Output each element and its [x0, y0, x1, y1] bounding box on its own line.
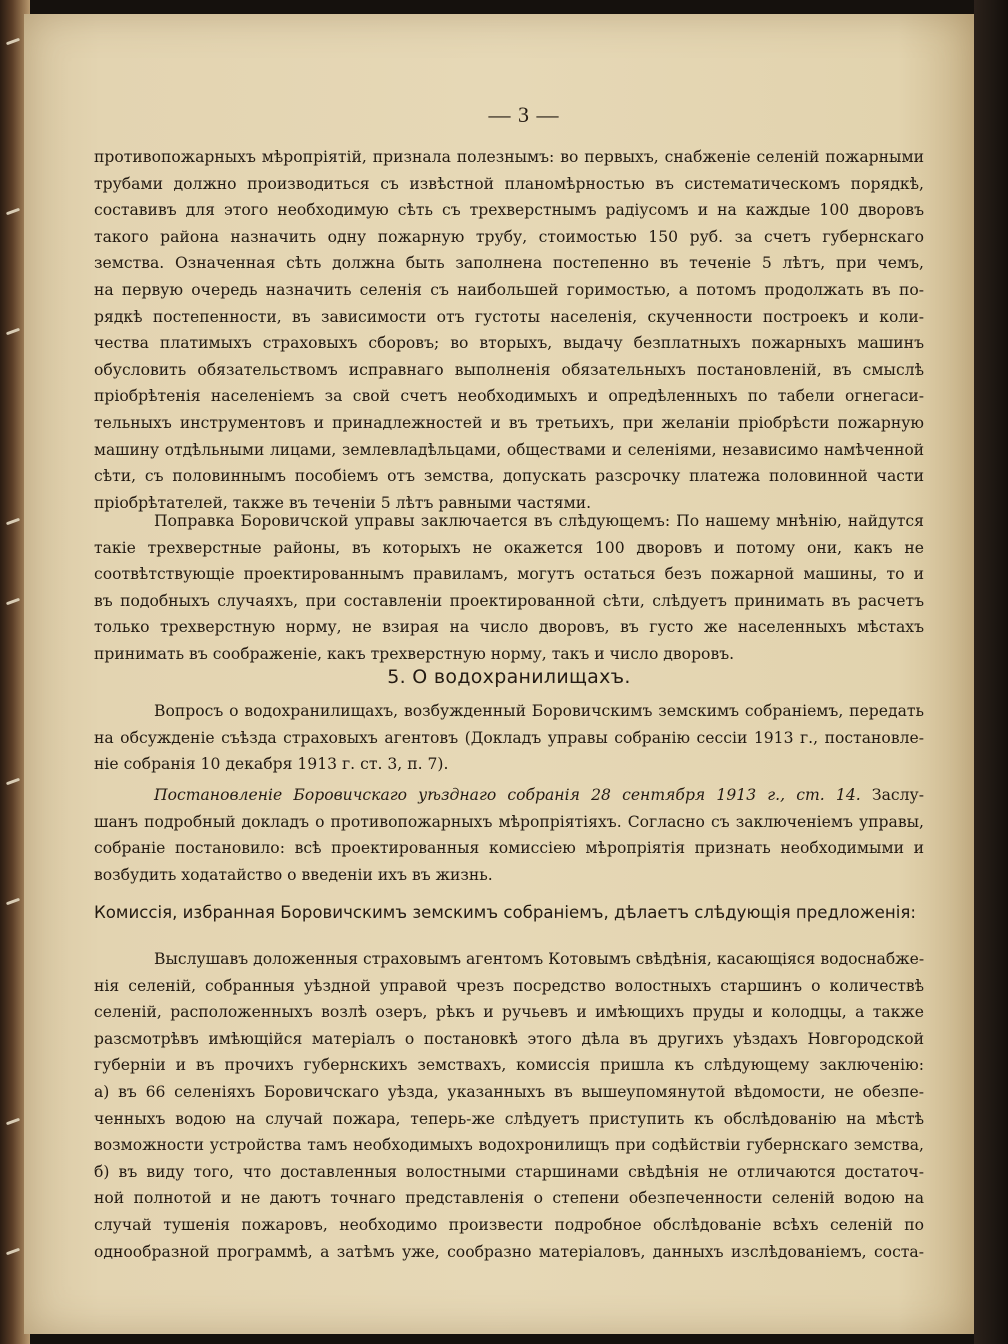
text-line: [94, 782, 924, 809]
text-line: Выслушавъ доложенныя страховымъ агентомъ Котовымъ свѣдѣнія, касающіяся водоснабже-: [154, 950, 925, 968]
text-line: трубами должно производиться съ извѣстной планомѣрностью въ систематическомъ порядкѣ,: [94, 174, 924, 193]
text-line: составивъ для этого необходимую сѣть съ трехверстнымъ радіусомъ и на каждые 100 дворовъ: [94, 201, 924, 220]
binding-stitch: [6, 778, 20, 786]
text-line: на обсужденіе съѣзда страховыхъ агентовъ (Докладъ управы собранію сессіи 1913 г., постановле-: [94, 728, 924, 747]
paragraph-fire-measures: [94, 144, 924, 516]
page-edge-shadow: [974, 0, 1008, 1344]
text-line: селеній, расположенныхъ возлѣ озеръ, рѣкъ и ручьевъ и имѣющихъ пруды и колодцы, а также: [94, 1003, 924, 1022]
text-line: случай тушенія пожаровъ, необходимо произвести подробное обслѣдованіе всѣхъ селеній по: [94, 1215, 924, 1234]
paragraph-commission-proposals: [94, 900, 924, 927]
text-line: ной полнотой и не даютъ точнаго представленія о степени обезпеченности селеній водою на: [94, 1189, 924, 1208]
paragraph-borovichi-amendment: [94, 508, 924, 668]
binding-stitch: [6, 208, 20, 216]
text-line: возможности устройства тамъ необходимыхъ водохронилищъ при содѣйствіи губернскаго земства,: [94, 1136, 924, 1155]
text-line: а) въ 66 селеніяхъ Боровичскаго уѣзда, указанныхъ въ вышеупомянутой вѣдомости, не обезпе-: [94, 1082, 924, 1101]
text-line: ченныхъ водою на случай пожара, теперь-же слѣдуетъ приступить къ обслѣдованію на мѣстѣ: [94, 1109, 924, 1128]
text-line: принимать въ соображеніе, какъ трехверстную норму, такъ и число дворовъ.: [94, 644, 735, 663]
paragraph-commission-conclusion: [94, 946, 924, 1265]
binding-stitch: [6, 328, 20, 336]
text-line: обусловить обязательствомъ исправнаго выполненія обязательныхъ постановленій, въ смыслѣ: [94, 360, 924, 379]
text-line: чества платимыхъ страховыхъ сборовъ; во вторыхъ, выдачу безплатныхъ пожарныхъ машинъ: [94, 334, 924, 353]
resolution-title: Постановленіе Боровичскаго уѣзднаго собранія 28 сентября 1913 г., ст. 14.: [154, 786, 861, 804]
text-line: рядкѣ постепенности, въ зависимости отъ густоты населенія, скученности построекъ и коли-: [94, 307, 924, 326]
text-line: сѣти, съ половиннымъ пособіемъ отъ земства, допускать разсрочку платежа половинной части: [94, 467, 924, 486]
binding-stitch: [6, 598, 20, 606]
text-line: на первую очередь назначить селенія съ наибольшей горимостью, а потомъ продолжать въ по-: [94, 280, 924, 299]
text-line: такіе трехверстные районы, въ которыхъ не окажется 100 дворовъ и потому они, какъ не: [94, 538, 924, 557]
text-line: пріобрѣтателей, также въ теченіи 5 лѣтъ равными частями.: [94, 493, 592, 512]
text-line: противопожарныхъ мѣропріятій, признала полезнымъ: во первыхъ, снабженіе селеній пожарными: [94, 148, 924, 166]
binding-stitch: [6, 1248, 20, 1256]
binding-stitch: [6, 518, 20, 526]
binding-stitch: [6, 898, 20, 906]
page-number: — 3 —: [488, 102, 560, 127]
text-line: губерніи и въ прочихъ губернскихъ земствахъ, комиссія пришла къ слѣдующему заключенію:: [94, 1056, 924, 1075]
binding-stitch: [6, 38, 20, 46]
text-line: шанъ подробный докладъ о противопожарныхъ мѣропріятіяхъ. Согласно съ заключеніемъ управы,: [94, 812, 924, 831]
text-line: ніе собранія 10 декабря 1913 г. ст. 3, п. 7).: [94, 755, 449, 774]
text-line: возбудить ходатайство о введеніи ихъ въ жизнь.: [94, 865, 493, 884]
text-line: однообразной программѣ, а затѣмъ уже, сообразно матеріаловъ, данныхъ изслѣдованіемъ, соста-: [94, 1242, 924, 1261]
text-line: Вопросъ о водохранилищахъ, возбужденный Боровичскимъ земскимъ собраніемъ, передать: [154, 702, 924, 720]
text-line: разсмотрѣвъ имѣющійся матеріалъ о постановкѣ этого дѣла въ другихъ уѣздахъ Новгородской: [94, 1029, 924, 1048]
text-line: такого района назначить одну пожарную трубу, стоимостью 150 руб. за счетъ губернскаго: [94, 227, 924, 246]
text-line: земства. Означенная сѣть должна быть заполнена постепенно въ теченіе 5 лѣтъ, при чемъ,: [94, 254, 924, 273]
text-line: собраніе постановило: всѣ проектированныя комиссіею мѣропріятія признать необходимыми и: [94, 839, 924, 858]
paragraph-reservoir-question: [94, 698, 924, 778]
text-line: нія селеній, собранныя уѣздной управой чрезъ посредство волостныхъ старшинъ о количествѣ: [94, 976, 924, 995]
paragraph-resolution: [94, 782, 924, 888]
text-line: Комиссія, избранная Боровичскимъ земскимъ собраніемъ, дѣлаетъ слѣдующія предложенія:: [94, 903, 916, 922]
text-fragment: Заслу-: [860, 786, 924, 804]
text-line: Поправка Боровичской управы заключается въ слѣдующемъ: По нашему мнѣнію, найдутся: [154, 512, 924, 530]
text-line: б) въ виду того, что доставленныя волостными старшинами свѣдѣнія не отличаются достаточ-: [94, 1162, 924, 1181]
binding-stitch: [6, 1118, 20, 1126]
text-line: въ подобныхъ случаяхъ, при составленіи проектированной сѣти, слѣдуетъ принимать въ расчетъ: [94, 591, 924, 610]
document-page: [24, 14, 974, 1334]
text-line: пріобрѣтенія населеніемъ за свой счетъ необходимыхъ и опредѣленныхъ по табели огнегаси-: [94, 387, 924, 406]
text-line: тельныхъ инструментовъ и принадлежностей и въ третьихъ, при желаніи пріобрѣсти пожарную: [94, 413, 924, 432]
section-heading: 5. О водохранилищахъ.: [387, 666, 631, 688]
text-line: машину отдѣльными лицами, землевладѣльцами, обществами и селеніями, независимо намѣченной: [94, 440, 924, 459]
text-line: соотвѣтствующіе проектированнымъ правиламъ, могутъ остаться безъ пожарной машины, то и: [94, 565, 924, 584]
text-line: только трехверстную норму, не взирая на число дворовъ, въ густо же населенныхъ мѣстахъ: [94, 618, 924, 637]
